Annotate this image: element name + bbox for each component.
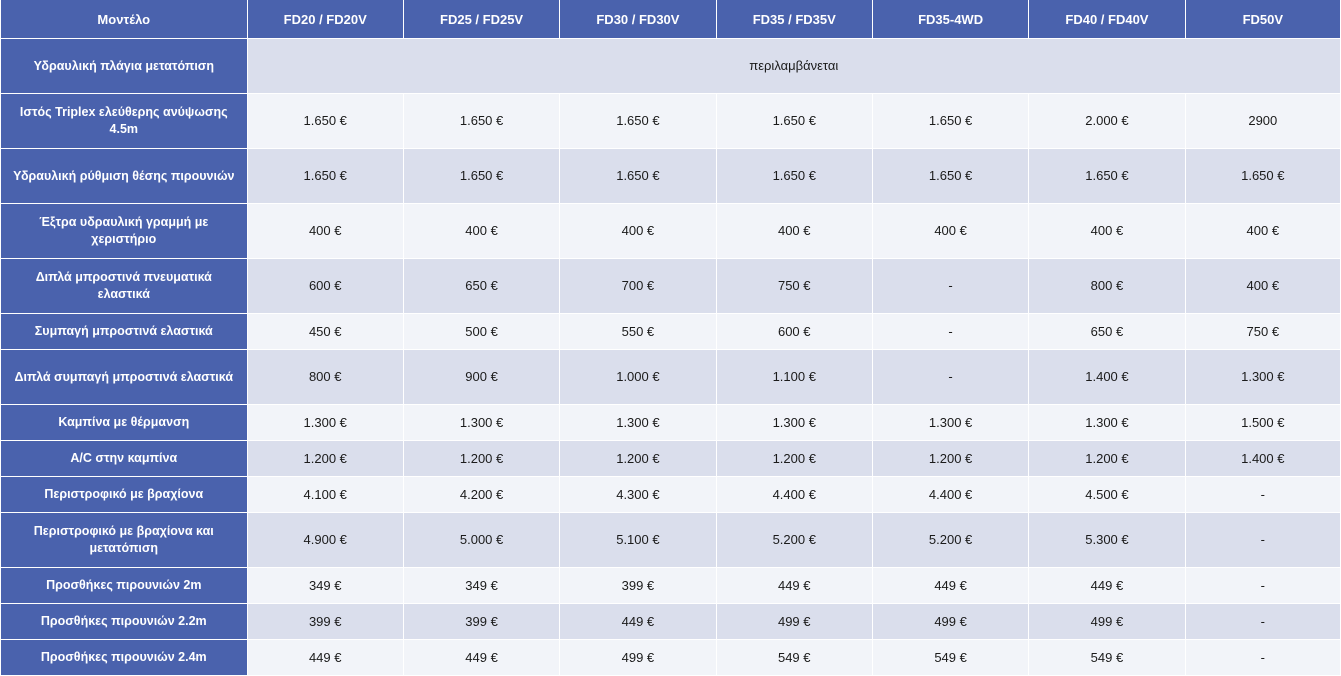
row-label: Συμπαγή μπροστινά ελαστικά xyxy=(1,314,248,350)
table-cell: 1.200 € xyxy=(1029,441,1185,477)
table-cell: 1.400 € xyxy=(1185,441,1340,477)
table-cell: 1.650 € xyxy=(872,149,1028,204)
table-row xyxy=(1,39,1341,94)
row-label: Προσθήκες πιρουνιών 2.2m xyxy=(1,604,248,640)
table-row xyxy=(1,405,1341,441)
table-cell: 5.200 € xyxy=(716,513,872,568)
table-cell: 1.650 € xyxy=(716,94,872,149)
table-cell: 499 € xyxy=(872,604,1028,640)
table-cell: 5.200 € xyxy=(872,513,1028,568)
table-cell: - xyxy=(1185,640,1340,676)
row-label: Διπλά μπροστινά πνευματικά ελαστικά xyxy=(1,259,248,314)
table-cell: 1.200 € xyxy=(716,441,872,477)
table-row xyxy=(1,314,1341,350)
table-cell: 449 € xyxy=(716,568,872,604)
table-cell: 750 € xyxy=(716,259,872,314)
table-row xyxy=(1,259,1341,314)
table-cell: 900 € xyxy=(403,350,559,405)
table-cell: 5.000 € xyxy=(403,513,559,568)
row-label: Προσθήκες πιρουνιών 2m xyxy=(1,568,248,604)
table-cell: 650 € xyxy=(1029,314,1185,350)
table-cell: 700 € xyxy=(560,259,716,314)
table-cell: 1.200 € xyxy=(403,441,559,477)
header-row xyxy=(1,0,1341,39)
table-cell: 499 € xyxy=(560,640,716,676)
row-label: A/C στην καμπίνα xyxy=(1,441,248,477)
table-cell: 1.650 € xyxy=(716,149,872,204)
table-cell: 1.300 € xyxy=(872,405,1028,441)
table-cell: 2900 xyxy=(1185,94,1340,149)
table-cell: 1.100 € xyxy=(716,350,872,405)
row-label: Περιστροφικό με βραχίονα και μετατόπιση xyxy=(1,513,248,568)
column-header-fd50v: FD50V xyxy=(1185,0,1340,39)
table-cell: 800 € xyxy=(1029,259,1185,314)
table-cell: 400 € xyxy=(716,204,872,259)
table-cell: 1.650 € xyxy=(247,149,403,204)
table-cell: 650 € xyxy=(403,259,559,314)
table-row xyxy=(1,640,1341,676)
table-cell: 800 € xyxy=(247,350,403,405)
table-cell: 449 € xyxy=(872,568,1028,604)
table-cell: 400 € xyxy=(1029,204,1185,259)
table-cell: 1.300 € xyxy=(247,405,403,441)
table-cell: 2.000 € xyxy=(1029,94,1185,149)
table-cell: 349 € xyxy=(247,568,403,604)
table-cell: 449 € xyxy=(560,604,716,640)
table-cell: 4.900 € xyxy=(247,513,403,568)
table-cell: 4.400 € xyxy=(872,477,1028,513)
table-cell: 4.300 € xyxy=(560,477,716,513)
table-row xyxy=(1,441,1341,477)
table-cell: 1.300 € xyxy=(403,405,559,441)
table-cell: 4.100 € xyxy=(247,477,403,513)
table-cell: 399 € xyxy=(560,568,716,604)
table-cell: 400 € xyxy=(1185,259,1340,314)
table-header xyxy=(1,0,1341,39)
column-header-model: Μοντέλο xyxy=(1,0,248,39)
table-cell: 449 € xyxy=(247,640,403,676)
table-cell: 1.650 € xyxy=(872,94,1028,149)
table-cell: - xyxy=(1185,604,1340,640)
table-cell: 1.650 € xyxy=(403,94,559,149)
table-row xyxy=(1,149,1341,204)
table-cell: - xyxy=(1185,513,1340,568)
table-cell: 1.650 € xyxy=(403,149,559,204)
table-row xyxy=(1,204,1341,259)
table-cell: 1.650 € xyxy=(1029,149,1185,204)
column-header-fd35-4wd: FD35-4WD xyxy=(872,0,1028,39)
table-cell: 5.300 € xyxy=(1029,513,1185,568)
table-cell: 1.500 € xyxy=(1185,405,1340,441)
table-cell: 1.650 € xyxy=(560,94,716,149)
row-label: Υδραυλική πλάγια μετατόπιση xyxy=(1,39,248,94)
table-row xyxy=(1,568,1341,604)
table-cell: 1.650 € xyxy=(247,94,403,149)
table-cell: - xyxy=(1185,568,1340,604)
table-cell: 399 € xyxy=(247,604,403,640)
table-cell: - xyxy=(872,350,1028,405)
table-cell: 549 € xyxy=(872,640,1028,676)
table-cell: 549 € xyxy=(1029,640,1185,676)
row-label: Καμπίνα με θέρμανση xyxy=(1,405,248,441)
row-label: Ιστός Triplex ελεύθερης ανύψωσης 4.5m xyxy=(1,94,248,149)
table-cell: 1.300 € xyxy=(1185,350,1340,405)
column-header-fd25: FD25 / FD25V xyxy=(403,0,559,39)
table-cell: 1.200 € xyxy=(872,441,1028,477)
table-cell: 5.100 € xyxy=(560,513,716,568)
row-label: Διπλά συμπαγή μπροστινά ελαστικά xyxy=(1,350,248,405)
table-cell: 4.200 € xyxy=(403,477,559,513)
table-cell: 1.200 € xyxy=(560,441,716,477)
table-cell: 1.650 € xyxy=(1185,149,1340,204)
table-cell: 349 € xyxy=(403,568,559,604)
table-cell: 400 € xyxy=(403,204,559,259)
table-cell: 1.400 € xyxy=(1029,350,1185,405)
row-label: Υδραυλική ρύθμιση θέσης πιρουνιών xyxy=(1,149,248,204)
table-row xyxy=(1,604,1341,640)
table-cell: 1.300 € xyxy=(560,405,716,441)
table-cell: 1.300 € xyxy=(1029,405,1185,441)
table-cell: 500 € xyxy=(403,314,559,350)
table-cell: 750 € xyxy=(1185,314,1340,350)
table-cell: 399 € xyxy=(403,604,559,640)
table-cell: 4.400 € xyxy=(716,477,872,513)
table-cell: 1.300 € xyxy=(716,405,872,441)
table-cell: 499 € xyxy=(1029,604,1185,640)
table-cell: 400 € xyxy=(872,204,1028,259)
merged-value-cell: περιλαμβάνεται xyxy=(247,39,1340,94)
table-row xyxy=(1,350,1341,405)
table-body xyxy=(1,39,1341,676)
table-cell: - xyxy=(872,314,1028,350)
column-header-fd40: FD40 / FD40V xyxy=(1029,0,1185,39)
row-label: Προσθήκες πιρουνιών 2.4m xyxy=(1,640,248,676)
table-cell: 449 € xyxy=(403,640,559,676)
table-cell: - xyxy=(872,259,1028,314)
table-cell: 600 € xyxy=(247,259,403,314)
table-cell: 1.650 € xyxy=(560,149,716,204)
column-header-fd20: FD20 / FD20V xyxy=(247,0,403,39)
table-cell: - xyxy=(1185,477,1340,513)
table-cell: 1.200 € xyxy=(247,441,403,477)
table-cell: 400 € xyxy=(1185,204,1340,259)
column-header-fd35: FD35 / FD35V xyxy=(716,0,872,39)
table-cell: 4.500 € xyxy=(1029,477,1185,513)
row-label: Έξτρα υδραυλική γραμμή με χεριστήριο xyxy=(1,204,248,259)
table-cell: 450 € xyxy=(247,314,403,350)
table-cell: 449 € xyxy=(1029,568,1185,604)
table-cell: 400 € xyxy=(247,204,403,259)
row-label: Περιστροφικό με βραχίονα xyxy=(1,477,248,513)
column-header-fd30: FD30 / FD30V xyxy=(560,0,716,39)
table-row xyxy=(1,513,1341,568)
table-cell: 550 € xyxy=(560,314,716,350)
table-cell: 1.000 € xyxy=(560,350,716,405)
table-cell: 549 € xyxy=(716,640,872,676)
table-cell: 400 € xyxy=(560,204,716,259)
table-cell: 499 € xyxy=(716,604,872,640)
table-row xyxy=(1,94,1341,149)
table-cell: 600 € xyxy=(716,314,872,350)
table-row xyxy=(1,477,1341,513)
